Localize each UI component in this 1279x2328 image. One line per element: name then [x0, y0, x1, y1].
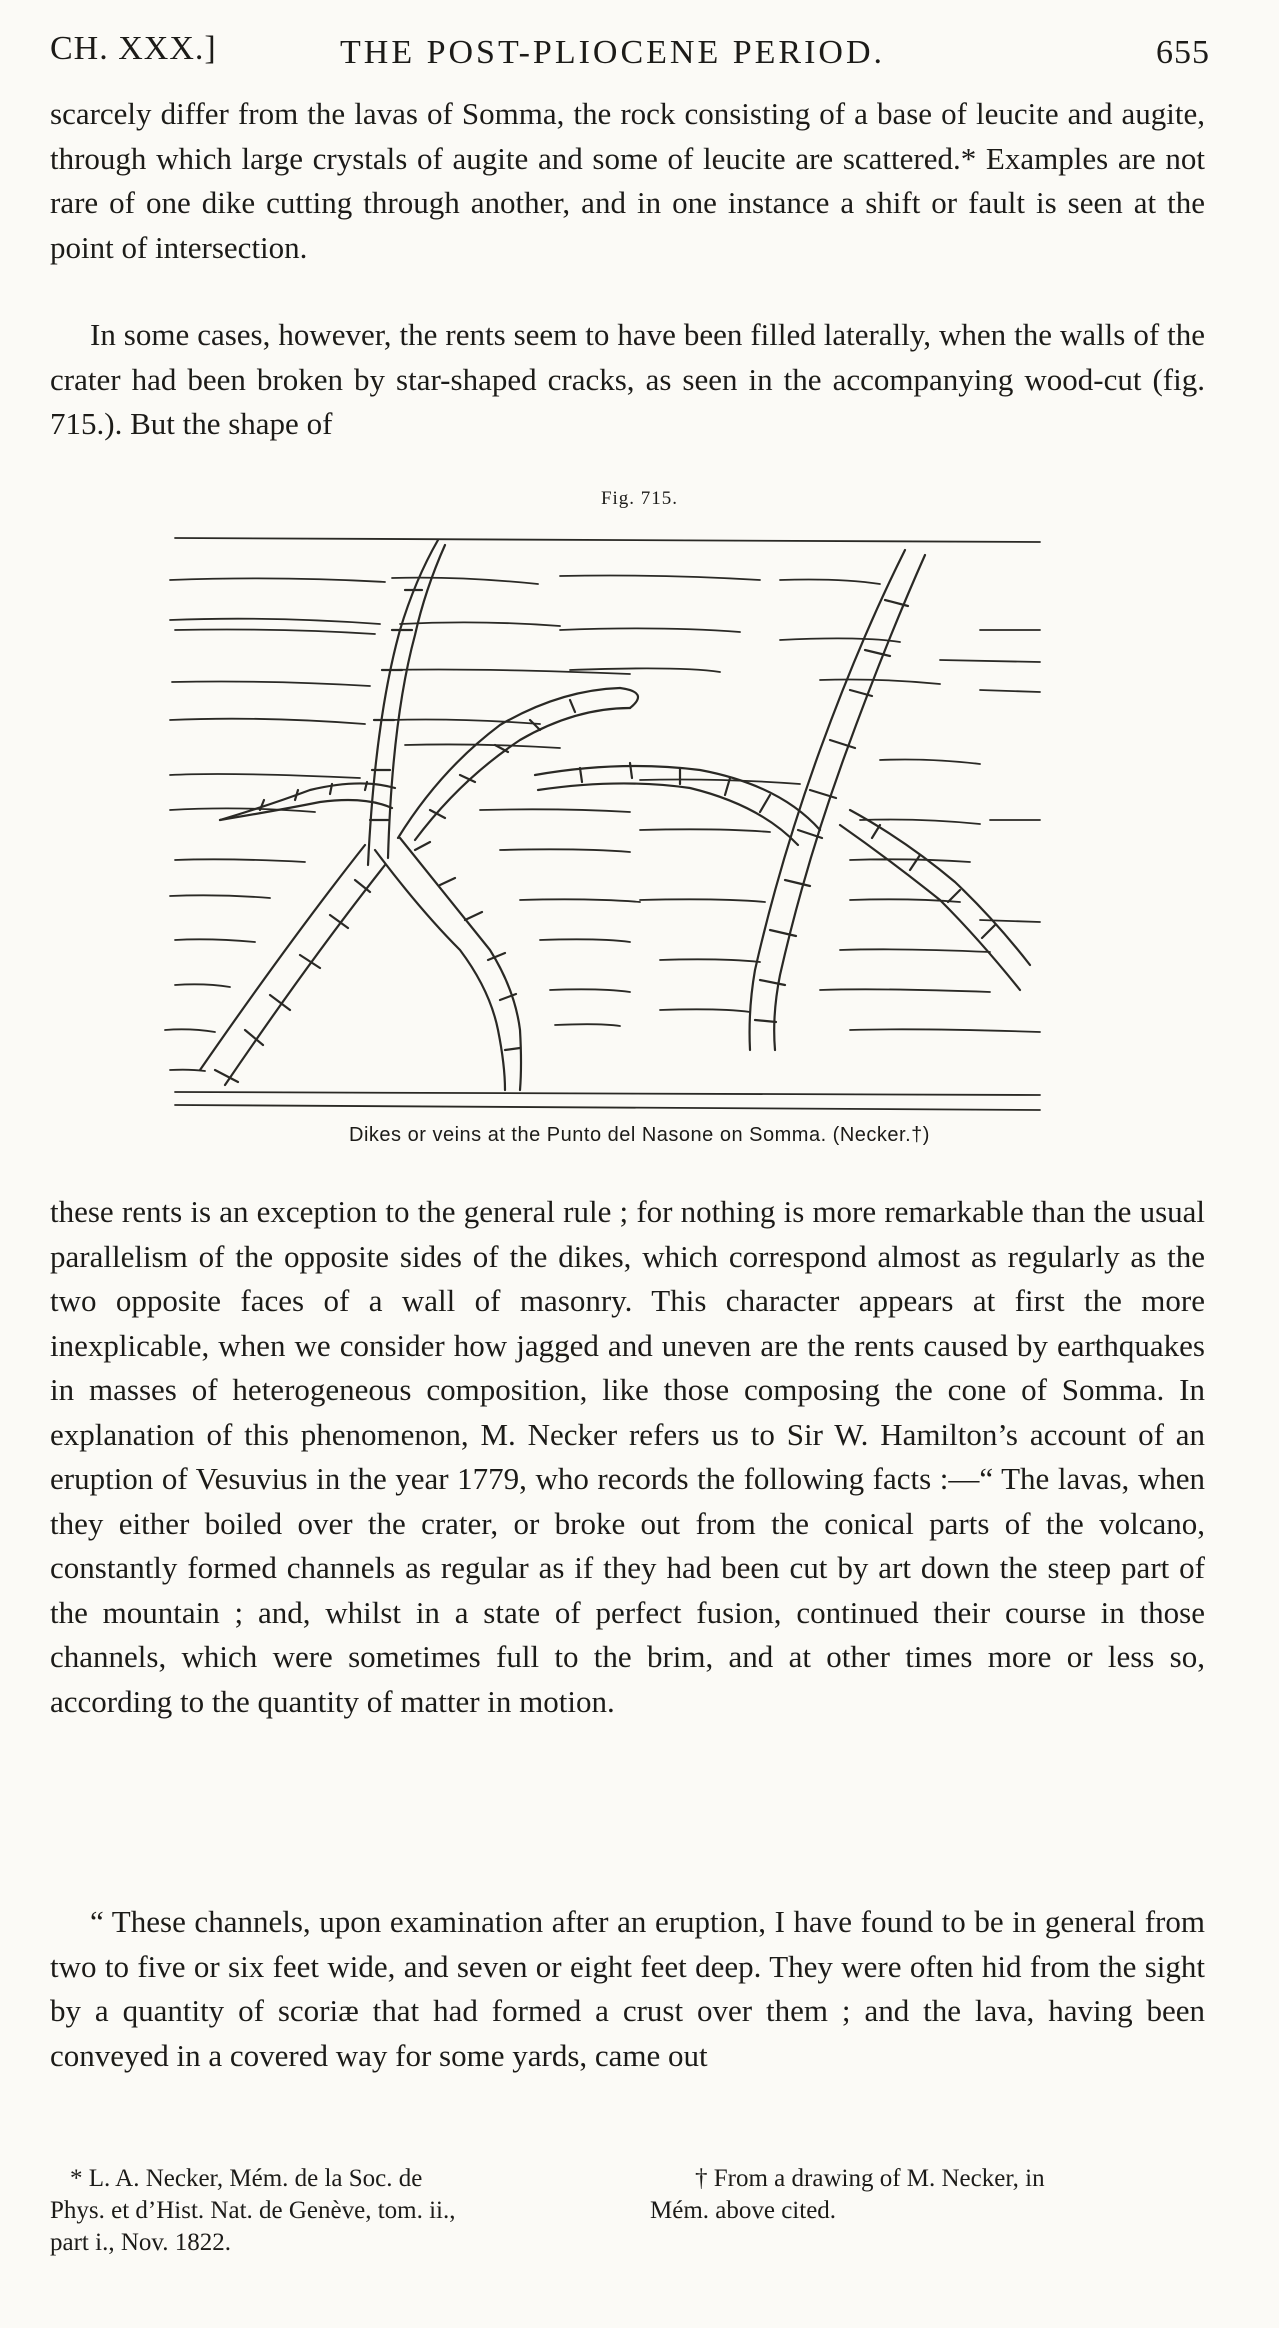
paragraph-3: these rents is an exception to the general rule ; for nothing is more remarkable than the usual parallelism of the opposite sides of the dikes, which correspond almost as regularly as the two opposite faces of a wall of masonry. This character appears at first the more inexplicable, when we consider how jagged and uneven are the rents caused by earthquakes in masses of heterogeneous composition, like those composing the cone of Somma. In explanation of this phenomenon, M. Necker refers us to Sir W. Hamilton’s account of an eruption of Vesuvius in the year 1779, who records the following facts :—“ The lavas, when they either boiled over the crater, or broke out from the conical parts of the volcano, constantly formed channels as regular as if they had been cut by art down the steep part of the mountain ; and, whilst in a state of perfect fusion, continued their course in those channels, which were sometimes full to the brim, and at other times more or less so, according to the quantity of matter in motion. [50, 1194, 1205, 1719]
footnote-left-line-1: * L. A. Necker, Mém. de la Soc. de [70, 2165, 423, 2192]
footnote-right-line-1: † From a drawing of M. Necker, in [695, 2165, 1045, 2192]
running-title: THE POST-PLIOCENE PERIOD. [340, 34, 886, 71]
dike-vertical-right [750, 550, 925, 1050]
dike-upper-arm [398, 688, 638, 840]
dikes-illustration [160, 520, 1065, 1115]
dike-horizontal-left [220, 782, 395, 820]
dike-right-arm [535, 763, 820, 845]
footnote-left-line-2: Phys. et d’Hist. Nat. de Genève, tom. ii., [50, 2197, 456, 2224]
figure-label: Fig. 715. [600, 488, 679, 509]
figure-caption: Dikes or veins at the Punto del Nasone on Somma. (Necker.†) [349, 1124, 930, 1146]
paragraph-4: “ These channels, upon examination after an eruption, I have found to be in general from two to five or six feet wide, and seven or eight feet deep. They were often hid from the sight by a quantity of scoriæ that had formed a crust over them ; and the lava, having been conveyed in a covered way for some yards, came out [50, 1904, 1205, 2073]
footnote-necker-memoir [50, 2163, 610, 2259]
paragraph-1: scarcely differ from the lavas of Somma, the rock consisting of a base of leucite and augite, through which large crystals of augite and some of leucite are scattered.* Examples are not rare of one dike cutting through another, and in one instance a shift or fault is seen at the point of intersection. [50, 96, 1205, 265]
page-number: 655 [1156, 34, 1210, 71]
dike-diagonal-lower-left [200, 845, 385, 1085]
footnote-right-line-2: Mém. above cited. [650, 2197, 837, 2224]
footnote-drawing-source [650, 2163, 1210, 2227]
paragraph-2: In some cases, however, the rents seem to have been filled laterally, when the walls of the crater had been broken by star-shaped cracks, as seen in the accompanying wood-cut (fig. 715.). But the shape of [50, 317, 1205, 441]
strata-lines [165, 538, 1040, 1110]
dike-inverted-v [375, 838, 521, 1090]
footnote-left-line-3: part i., Nov. 1822. [50, 2229, 231, 2256]
running-header [50, 30, 1210, 80]
chapter-reference: CH. XXX.] [50, 30, 217, 67]
